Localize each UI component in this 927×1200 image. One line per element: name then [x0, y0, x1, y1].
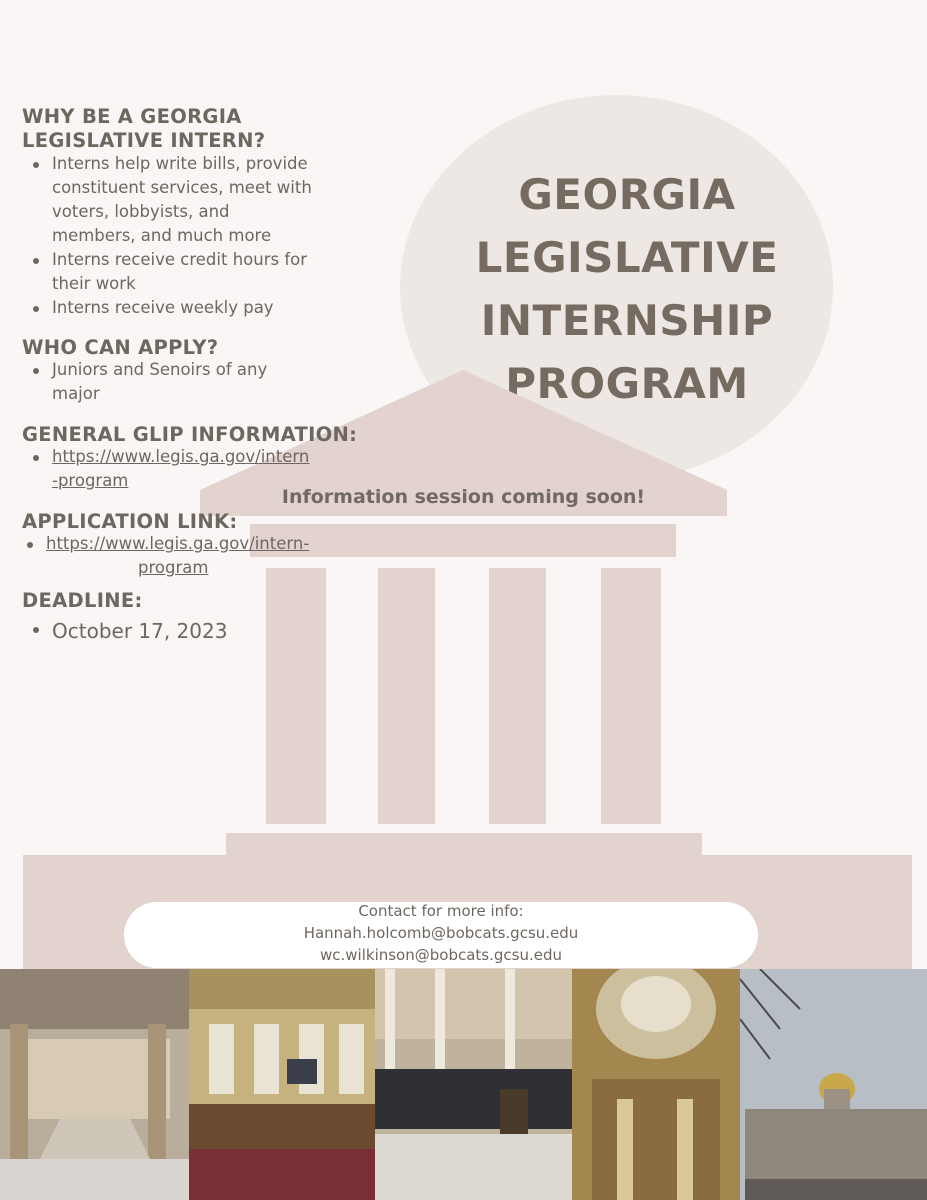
why-bullet-1-line-1: Interns help write bills, provide — [52, 154, 308, 173]
contact-email-1[interactable]: Hannah.holcomb@bobcats.gcsu.edu — [303, 924, 579, 942]
general-link-line-1[interactable]: https://www.legis.ga.gov/intern — [52, 447, 310, 466]
application-list — [16, 532, 346, 580]
why-bullet-3 — [22, 296, 352, 320]
info-session-banner: Information session coming soon! — [281, 486, 646, 508]
general-list — [22, 445, 352, 493]
contact-info — [124, 900, 758, 966]
who-bullet — [22, 358, 352, 406]
who-bullet-line-1: Juniors and Senoirs of any — [52, 360, 268, 379]
why-bullet-1-line-3: voters, lobbyists, and — [52, 202, 230, 221]
capitol-exterior-photo — [740, 969, 927, 1200]
why-heading — [22, 105, 265, 153]
deadline-list — [22, 617, 352, 645]
who-list — [22, 358, 352, 406]
application-link-item[interactable] — [16, 532, 346, 580]
general-link-line-2[interactable]: -program — [52, 471, 129, 490]
deadline-date: October 17, 2023 — [22, 617, 352, 645]
title-line-2: LEGISLATIVE — [475, 233, 779, 282]
building-column-2 — [378, 568, 435, 824]
title-line-3: INTERNSHIP — [480, 296, 774, 345]
why-bullet-1-line-4: members, and much more — [52, 226, 272, 245]
group-press-conference-photo — [375, 969, 572, 1200]
rotunda-dome-photo — [572, 969, 740, 1200]
building-column-3 — [489, 568, 546, 824]
why-list — [22, 152, 352, 320]
application-link-line-2[interactable]: program — [138, 558, 209, 577]
who-heading: WHO CAN APPLY? — [22, 336, 219, 359]
general-link-item[interactable] — [22, 445, 352, 493]
contact-email-2[interactable]: wc.wilkinson@bobcats.gcsu.edu — [320, 946, 562, 964]
title-line-1: GEORGIA — [518, 170, 736, 219]
general-heading: GENERAL GLIP INFORMATION: — [22, 423, 358, 446]
who-bullet-line-2: major — [52, 384, 100, 403]
why-bullet-1 — [22, 152, 352, 248]
deadline-heading: DEADLINE: — [22, 589, 143, 612]
why-bullet-2-line-2: their work — [52, 274, 136, 293]
why-bullet-1-line-2: constituent services, meet with — [52, 178, 312, 197]
why-bullet-2-line-1: Interns receive credit hours for — [52, 250, 308, 269]
why-bullet-3-line-1: Interns receive weekly pay — [52, 298, 274, 317]
why-heading-line-1: WHY BE A GEORGIA — [22, 105, 242, 128]
title-line-4: PROGRAM — [505, 359, 749, 408]
capitol-atrium-photo — [0, 969, 189, 1200]
why-bullet-2 — [22, 248, 352, 296]
application-heading: APPLICATION LINK: — [22, 510, 238, 533]
why-heading-line-2: LEGISLATIVE INTERN? — [22, 129, 266, 152]
house-chamber-photo — [189, 969, 375, 1200]
building-column-4 — [601, 568, 661, 824]
building-column-1 — [266, 568, 326, 824]
application-link-line-1[interactable]: https://www.legis.ga.gov/intern- — [46, 534, 310, 553]
contact-label: Contact for more info: — [358, 902, 524, 920]
